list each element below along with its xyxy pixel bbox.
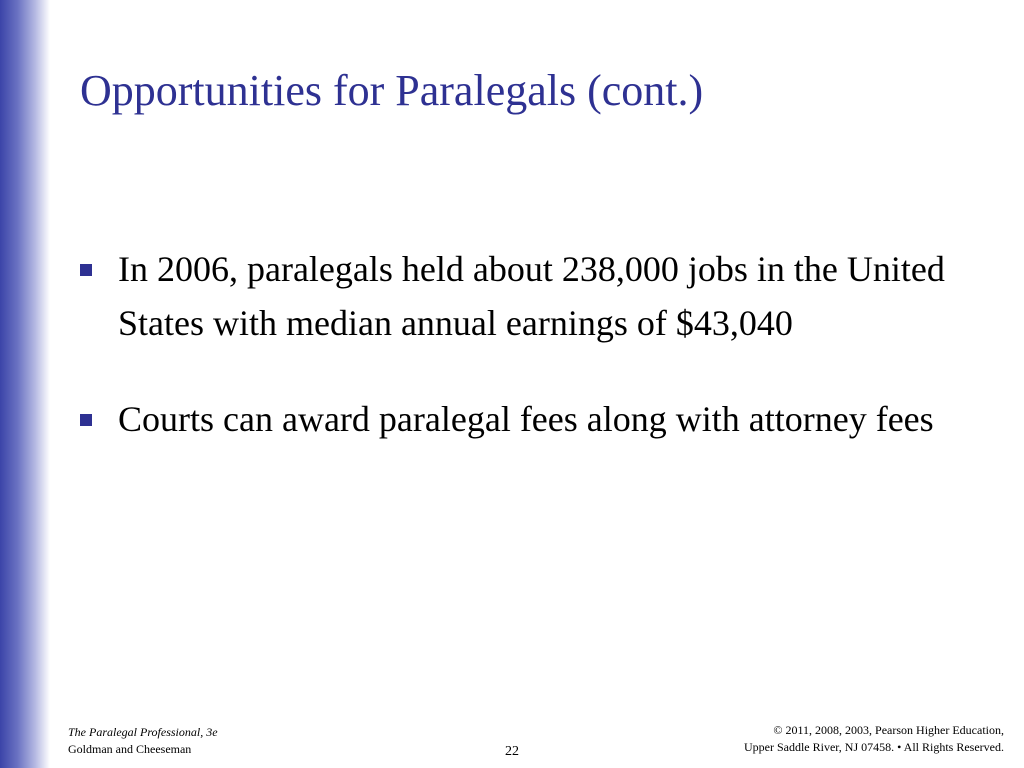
- bullet-item: [80, 392, 980, 446]
- slide-title: Opportunities for Paralegals (cont.): [80, 66, 704, 115]
- bullet-text: In 2006, paralegals held about 238,000 jobs in the United States with median annual earnings of $43,040: [118, 249, 945, 343]
- copyright-line-1: © 2011, 2008, 2003, Pearson Higher Education,: [773, 723, 1004, 737]
- square-bullet-icon: [80, 264, 92, 276]
- footer-copyright: [744, 722, 1004, 756]
- square-bullet-icon: [80, 414, 92, 426]
- bullet-text: Courts can award paralegal fees along with attorney fees: [118, 399, 934, 439]
- footer-authors: Goldman and Cheeseman: [68, 742, 192, 756]
- bullet-list: [80, 242, 980, 488]
- bullet-item: [80, 242, 980, 350]
- footer-book-title: The Paralegal Professional, 3e: [68, 725, 218, 739]
- copyright-line-2: Upper Saddle River, NJ 07458. • All Rights Reserved.: [743, 740, 1004, 754]
- page-number: 22: [505, 744, 519, 759]
- footer-book-info: [68, 724, 218, 758]
- decorative-side-bar: [0, 0, 50, 768]
